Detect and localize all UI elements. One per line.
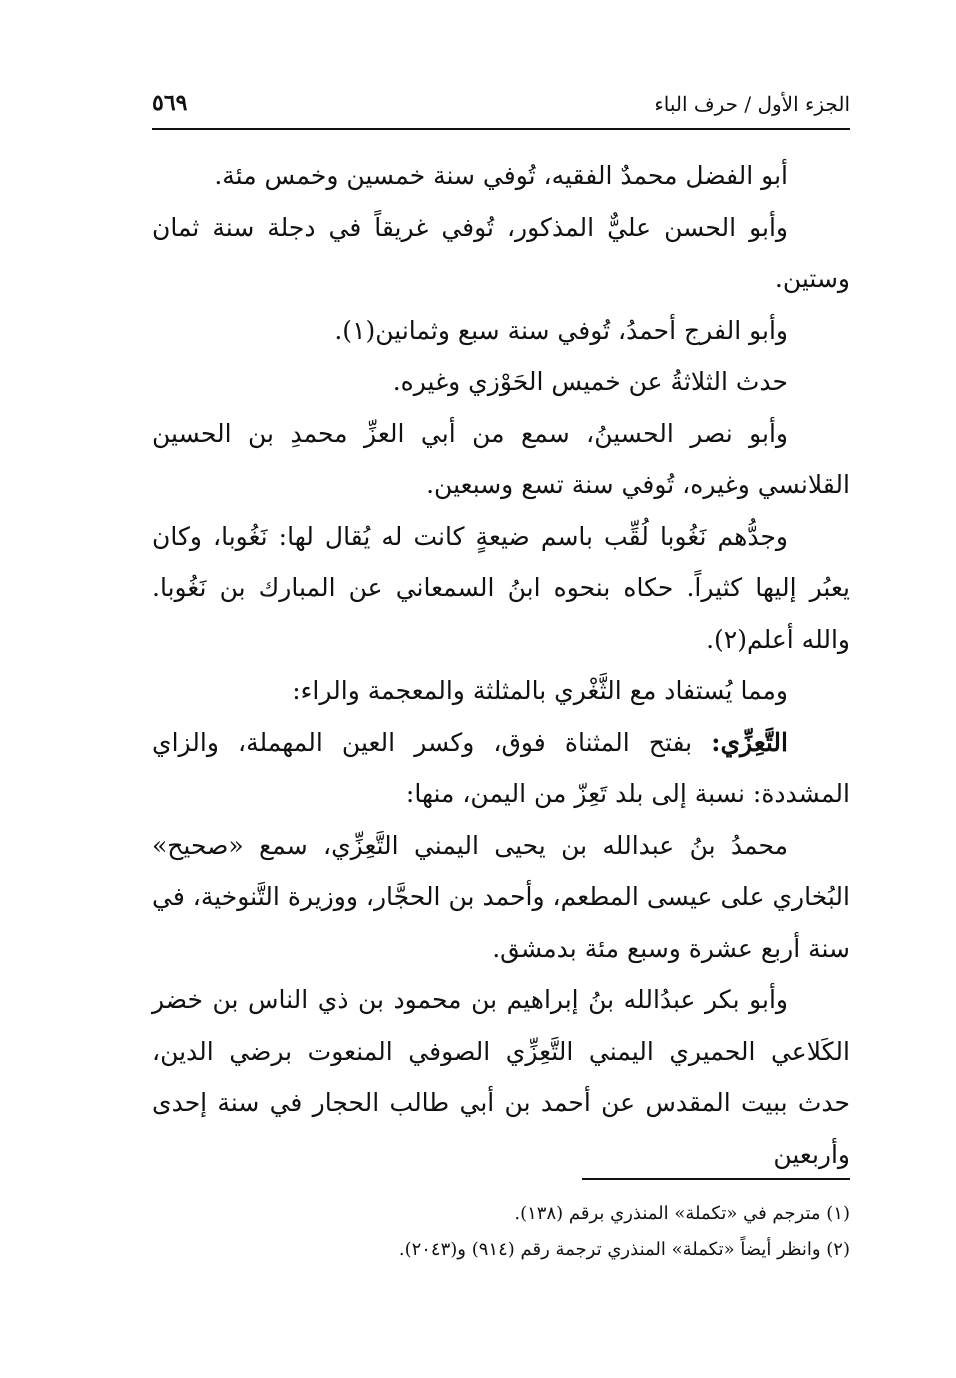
footnote-rule — [582, 1178, 850, 1180]
paragraph: وأبو الحسن عليٌّ المذكور، تُوفي غريقاً في دجلة سنة ثمان وستين. — [152, 212, 850, 293]
footnotes — [152, 1196, 850, 1268]
footnote: (٢) وانظر أيضاً «تكملة» المنذري ترجمة رقم (٩١٤) و(٢٠٤٣). — [398, 1239, 850, 1260]
paragraph: وأبو بكر عبدُالله بنُ إبراهيم بن محمود بن ذي الناس بن خضر الكَلاعي الحميري اليمني التَّعِزِّي الصوفي المنعوت برضي الدين، حدث ببيت المقدس عن أحمد بن أبي طالب الحجار في سنة إحدى وأربعين — [152, 985, 850, 1169]
paragraph: وأبو الفرج أحمدُ، تُوفي سنة سبع وثمانين(١). — [334, 315, 788, 345]
footnote: (١) مترجم في «تكملة» المنذري برقم (١٣٨). — [514, 1203, 850, 1224]
entry-paragraph — [152, 717, 850, 820]
paragraph: وأبو نصر الحسينُ، سمع من أبي العزِّ محمدِ بن الحسين القلانسي وغيره، تُوفي سنة تسع وسبعين. — [152, 418, 850, 499]
paragraph: وجدُّهم نَغُوبا لُقِّب باسم ضيعةٍ كانت له يُقال لها: نَغُوبا، وكان يعبُر إليها كثيراً. حكاه بنحوه ابنُ السمعاني عن المبارك بن نَغُوبا. والله أعلم(٢). — [152, 521, 850, 654]
paragraph: ومما يُستفاد مع الثَّغْري بالمثلثة والمعجمة والراء: — [292, 676, 788, 705]
running-title: الجزء الأول / حرف الباء — [654, 92, 850, 116]
main-text — [152, 150, 850, 1180]
page-header — [152, 88, 850, 130]
page-number: ٥٦٩ — [152, 90, 188, 116]
entry-heading: التَّعِزِّي: — [711, 727, 788, 757]
paragraph: محمدُ بنُ عبدالله بن يحيى اليمني التَّعِزِّي، سمع «صحيح» البُخاري على عيسى المطعم، وأحمد بن الحجَّار، ووزيرة التَّنوخية، في سنة أربع عشرة وسبع مئة بدمشق. — [152, 830, 850, 963]
entry-text: بفتح المثناة فوق، وكسر العين المهملة، والزاي المشددة: نسبة إلى بلد تَعِزّ من اليمن، منها: — [152, 727, 850, 808]
paragraph: حدث الثلاثةُ عن خميس الحَوْزي وغيره. — [392, 367, 788, 396]
paragraph: أبو الفضل محمدٌ الفقيه، تُوفي سنة خمسين وخمس مئة. — [214, 161, 788, 190]
